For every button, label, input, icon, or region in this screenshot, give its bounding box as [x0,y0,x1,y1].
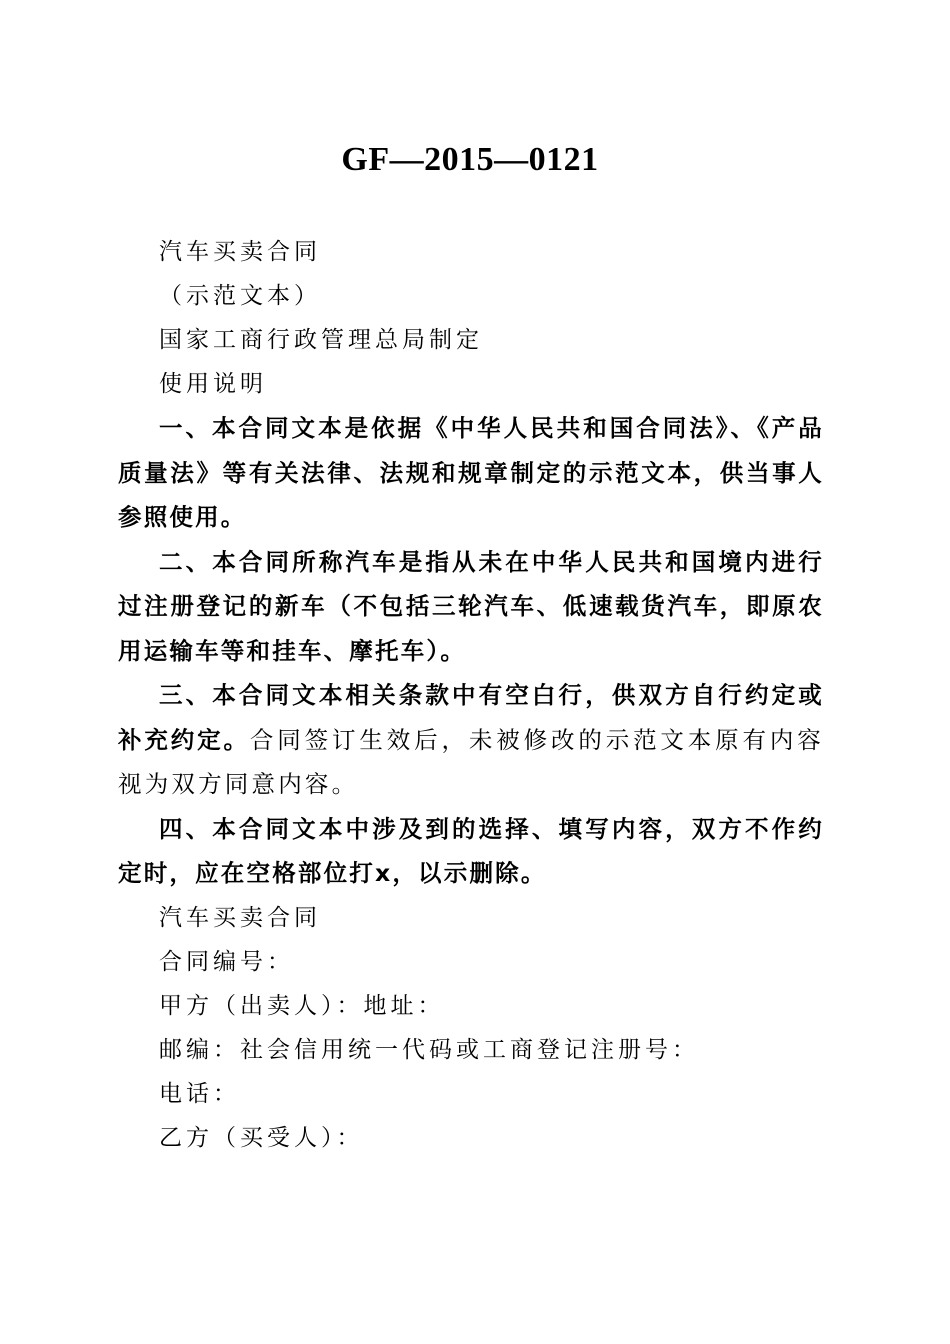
contract-number-label: 合同编号： [159,948,294,975]
instruction-item-1: 一、本合同文本是依据《中华人民共和国合同法》、《产品质量法》等有关法律、法规和规章制定的示范文本，供当事人参照使用。 [118,414,824,531]
instructions-heading: 使用说明 [159,371,267,397]
party-b-label: 乙方（买受人）： [159,1124,364,1151]
phone-label: 电话： [159,1080,240,1107]
instruction-item-4: 四、本合同文本中涉及到的选择、填写内容，双方不作约定时，应在空格部位打x，以示删除。 [118,814,824,887]
instruction-item-3-light: 合同签订生效后，未被修改的示范文本原有内容视为双方同意内容。 [118,725,824,798]
cover-title: 汽车买卖合同 [159,239,321,265]
postcode-label: 邮编：社会信用统一代码或工商登记注册号： [159,1036,699,1063]
instruction-item-3-bold: 三、本合同文本相关条款中有空白行，供双方自行约定或补充约定。 [118,681,824,754]
instruction-item-2: 二、本合同所称汽车是指从未在中华人民共和国境内进行过注册登记的新车（不包括三轮汽车、低速载货汽车，即原农用运输车等和挂车、摩托车）。 [118,547,824,665]
cover-issuer: 国家工商行政管理总局制定 [159,327,483,353]
contract-title: 汽车买卖合同 [159,904,321,931]
cover-subtitle: （示范文本） [159,283,321,309]
document-body [118,230,824,1160]
instruction-item-3 [118,673,824,807]
party-a-label: 甲方（出卖人）：地址： [159,992,445,1019]
document-code: GF—2015—0121 [341,141,599,178]
